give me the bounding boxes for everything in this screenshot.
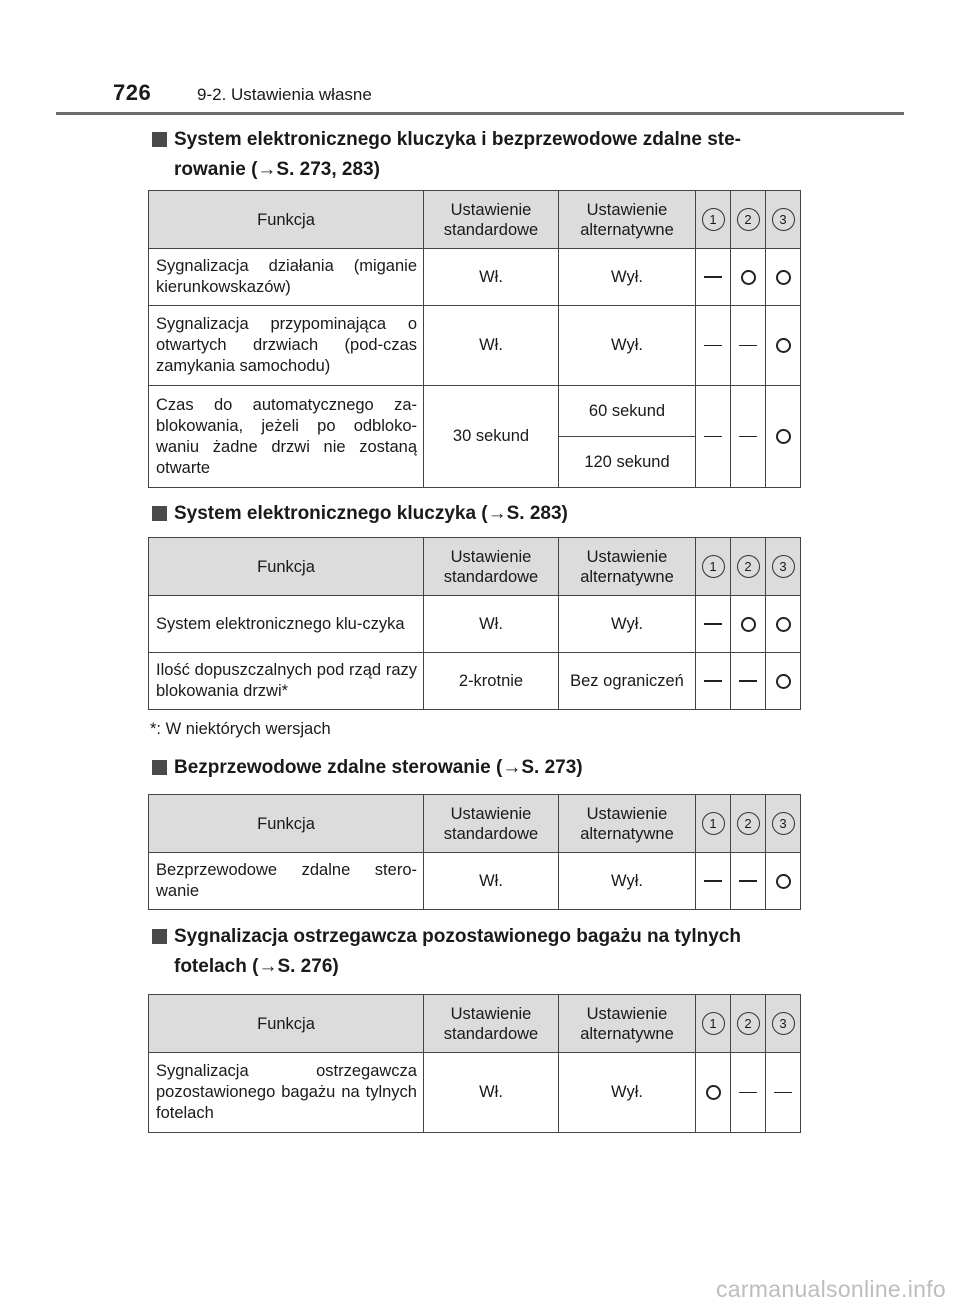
column-3-header (766, 538, 801, 596)
default-cell: 30 sekund (424, 386, 559, 488)
circled-number-1-icon: 1 (702, 812, 725, 835)
dash-icon (704, 880, 722, 882)
alternative-header: Ustawienie alternatywne (559, 191, 696, 249)
dash-icon (739, 880, 757, 882)
table-row (149, 653, 801, 710)
section-heading (152, 753, 812, 783)
alternative-header: Ustawienie alternatywne (559, 795, 696, 853)
alternative-header: Ustawienie alternatywne (559, 538, 696, 596)
column-1-header (696, 538, 731, 596)
section-heading (152, 499, 812, 529)
column-2-cell (731, 596, 766, 653)
column-2-cell (731, 386, 766, 488)
default-header: Ustawienie standardowe (424, 538, 559, 596)
column-2-header (731, 795, 766, 853)
section-heading-text: Bezprzewodowe zdalne sterowanie (→S. 273) (174, 757, 583, 778)
default-cell: Wł. (424, 306, 559, 386)
dash-icon (739, 1092, 757, 1094)
section-heading (152, 125, 812, 185)
alternative-header: Ustawienie alternatywne (559, 995, 696, 1053)
alternative-cell: Wył. (559, 853, 696, 910)
circled-number-2-icon: 2 (737, 812, 760, 835)
table-header-row (149, 995, 801, 1053)
footnote: *: W niektórych wersjach (150, 720, 331, 738)
circled-number-2-icon: 2 (737, 555, 760, 578)
column-2-cell (731, 653, 766, 710)
default-cell: Wł. (424, 249, 559, 306)
default-header: Ustawienie standardowe (424, 795, 559, 853)
default-cell: Wł. (424, 596, 559, 653)
dash-icon (704, 345, 722, 347)
column-2-header (731, 538, 766, 596)
section-heading (152, 922, 812, 982)
function-cell: Bezprzewodowe zdalne stero-wanie (149, 853, 424, 910)
page-number: 726 (113, 80, 152, 105)
square-bullet-icon (152, 760, 167, 775)
column-3-cell (766, 853, 801, 910)
header-rule (56, 112, 904, 115)
alternative-cell: Wył. (559, 1053, 696, 1133)
column-1-header (696, 995, 731, 1053)
circle-icon (776, 270, 791, 285)
circled-number-3-icon: 3 (772, 812, 795, 835)
column-1-header (696, 191, 731, 249)
circle-icon (741, 617, 756, 632)
dash-icon (739, 345, 757, 347)
chapter-title: 9-2. Ustawienia własne (197, 85, 372, 104)
column-3-cell (766, 1053, 801, 1133)
alternative-cell: 60 sekund (559, 386, 696, 437)
section-heading-text: Sygnalizacja ostrzegawcza pozostawionego bagażu na tylnych fotelach (→S. 276) (174, 926, 741, 977)
column-2-cell (731, 306, 766, 386)
column-1-cell (696, 653, 731, 710)
function-header: Funkcja (149, 795, 424, 853)
function-header: Funkcja (149, 995, 424, 1053)
table-row (149, 853, 801, 910)
circled-number-3-icon: 3 (772, 1012, 795, 1035)
column-1-cell (696, 249, 731, 306)
function-cell: System elektronicznego klu-czyka (149, 596, 424, 653)
alternative-cell: 120 sekund (559, 437, 696, 488)
default-cell: 2-krotnie (424, 653, 559, 710)
settings-table (148, 537, 801, 710)
watermark: carmanualsonline.info (715, 1276, 946, 1302)
section-heading-text: System elektronicznego kluczyka (→S. 283) (174, 503, 568, 524)
settings-table (148, 190, 801, 488)
default-cell: Wł. (424, 853, 559, 910)
column-1-cell (696, 1053, 731, 1133)
column-3-cell (766, 386, 801, 488)
section-heading-text: System elektronicznego kluczyka i bezprzewodowe zdalne ste-rowanie (→S. 273, 283) (174, 129, 742, 180)
dash-icon (739, 436, 757, 438)
dash-icon (739, 680, 757, 682)
column-3-header (766, 795, 801, 853)
square-bullet-icon (152, 132, 167, 147)
alternative-cell: Bez ograniczeń (559, 653, 696, 710)
circle-icon (776, 617, 791, 632)
table-header-row (149, 795, 801, 853)
function-cell: Sygnalizacja ostrzegawcza pozostawionego bagażu na tylnych fotelach (149, 1053, 424, 1133)
column-1-cell (696, 853, 731, 910)
circled-number-1-icon: 1 (702, 555, 725, 578)
column-2-cell (731, 1053, 766, 1133)
circled-number-1-icon: 1 (702, 208, 725, 231)
circled-number-2-icon: 2 (737, 1012, 760, 1035)
alternative-cell: Wył. (559, 306, 696, 386)
square-bullet-icon (152, 506, 167, 521)
column-1-cell (696, 306, 731, 386)
alternative-cell: Wył. (559, 596, 696, 653)
dash-icon (704, 276, 722, 278)
column-2-cell (731, 249, 766, 306)
settings-table (148, 994, 801, 1133)
alternative-cell: Wył. (559, 249, 696, 306)
column-3-cell (766, 249, 801, 306)
default-header: Ustawienie standardowe (424, 191, 559, 249)
function-header: Funkcja (149, 538, 424, 596)
column-2-header (731, 191, 766, 249)
circle-icon (776, 874, 791, 889)
table-header-row (149, 191, 801, 249)
circle-icon (776, 338, 791, 353)
circle-icon (776, 674, 791, 689)
dash-icon (774, 1092, 792, 1094)
column-1-cell (696, 386, 731, 488)
function-header: Funkcja (149, 191, 424, 249)
function-cell: Sygnalizacja przypominająca o otwartych drzwiach (pod-czas zamykania samochodu) (149, 306, 424, 386)
circled-number-3-icon: 3 (772, 208, 795, 231)
dash-icon (704, 436, 722, 438)
table-row (149, 386, 801, 437)
column-3-cell (766, 653, 801, 710)
circle-icon (741, 270, 756, 285)
default-header: Ustawienie standardowe (424, 995, 559, 1053)
function-cell: Ilość dopuszczalnych pod rząd razy blokowania drzwi* (149, 653, 424, 710)
column-3-header (766, 191, 801, 249)
settings-table (148, 794, 801, 910)
circle-icon (706, 1085, 721, 1100)
column-2-header (731, 995, 766, 1053)
table-header-row (149, 538, 801, 596)
column-1-cell (696, 596, 731, 653)
table-row (149, 596, 801, 653)
circled-number-1-icon: 1 (702, 1012, 725, 1035)
default-cell: Wł. (424, 1053, 559, 1133)
column-1-header (696, 795, 731, 853)
function-cell: Sygnalizacja działania (miganie kierunkowskazów) (149, 249, 424, 306)
table-row (149, 1053, 801, 1133)
table-row (149, 249, 801, 306)
dash-icon (704, 623, 722, 625)
dash-icon (704, 680, 722, 682)
column-3-header (766, 995, 801, 1053)
column-2-cell (731, 853, 766, 910)
circle-icon (776, 429, 791, 444)
circled-number-3-icon: 3 (772, 555, 795, 578)
table-row (149, 306, 801, 386)
column-3-cell (766, 306, 801, 386)
circled-number-2-icon: 2 (737, 208, 760, 231)
function-cell: Czas do automatycznego za-blokowania, jeżeli po odbloko-waniu żadne drzwi nie zostaną otwarte (149, 386, 424, 488)
square-bullet-icon (152, 929, 167, 944)
column-3-cell (766, 596, 801, 653)
